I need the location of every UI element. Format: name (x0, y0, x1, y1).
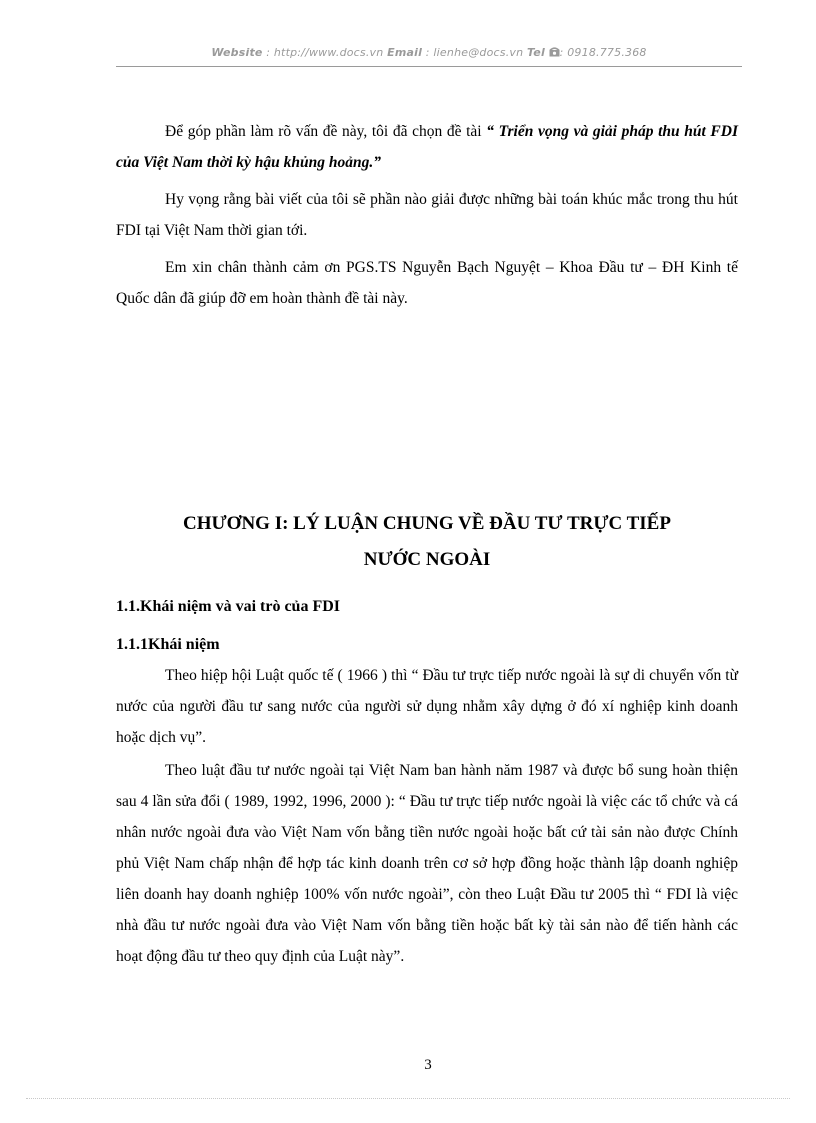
chapter-title (116, 506, 738, 578)
page-bottom-divider (26, 1098, 790, 1099)
topic-title: “ Triển vọng và giải pháp thu hút FDI của Việt Nam thời kỳ hậu khủng hoảng.” (116, 123, 738, 171)
tel-label: Tel (527, 46, 545, 59)
email-separator: : (422, 46, 434, 59)
definition-paragraph-vietnam-law: Theo luật đầu tư nước ngoài tại Việt Nam ban hành năm 1987 và được bổ sung hoàn thiện sau 4 lần sửa đổi ( 1989, 1992, 1996, 2000 ): “ Đầu tư trực tiếp nước ngoài là việc các tổ chức và cá nhân nước ngoài đưa vào Việt Nam vốn bằng tiền nước ngoài hoặc bất cứ tài sản nào được Chính phủ Việt Nam chấp nhận để hợp tác kinh doanh trên cơ sở hợp đồng hoặc thành lập doanh nghiệp liên doanh hay doanh nghiệp 100% vốn nước ngoài”, còn theo Luật Đầu tư 2005 thì “ FDI là việc nhà đầu tư nước ngoài đưa vào Việt Nam vốn bằng tiền hoặc bất kỳ tài sản nào để tiến hành các hoạt động đầu tư theo quy định của Luật này”. (116, 762, 738, 965)
page-header (116, 46, 742, 59)
phone-icon (549, 47, 560, 57)
email-label: Email (387, 46, 423, 59)
section-heading-1-1: 1.1.Khái niệm và vai trò của FDI (116, 598, 340, 615)
intro-paragraph-hope: Hy vọng rằng bài viết của tôi sẽ phần nào giải được những bài toán khúc mắc trong thu hút FDI tại Việt Nam thời gian tới. (116, 191, 738, 239)
section-heading-1-1-1: 1.1.1Khái niệm (116, 636, 220, 653)
page-number: 3 (424, 1057, 432, 1073)
tel-number: : 0918.775.368 (559, 46, 647, 59)
website-separator: : (262, 46, 274, 59)
definition-paragraph-international-law: Theo hiệp hội Luật quốc tế ( 1966 ) thì “ Đầu tư trực tiếp nước ngoài là sự di chuyển vốn từ nước của người đầu tư sang nước của người sử dụng nhằm xây dựng ở đó xí nghiệp kinh doanh hoặc dịch vụ”. (116, 667, 738, 746)
intro-paragraph-thanks: Em xin chân thành cảm ơn PGS.TS Nguyễn Bạch Nguyệt – Khoa Đầu tư – ĐH Kinh tế Quốc dân đã giúp đỡ em hoàn thành đề tài này. (116, 259, 738, 307)
intro-paragraph-topic: Để góp phần làm rõ vấn đề này, tôi đã chọn đề tài “ Triển vọng và giải pháp thu hút FDI của Việt Nam thời kỳ hậu khủng hoảng.” (116, 123, 738, 171)
email-address[interactable]: lienhe@docs.vn (433, 46, 524, 59)
website-url[interactable]: http://www.docs.vn (273, 46, 384, 59)
chapter-title-line1: CHƯƠNG I: LÝ LUẬN CHUNG VỀ ĐẦU TƯ TRỰC TIẾP (183, 513, 671, 534)
website-label: Website (211, 46, 263, 59)
header-divider (116, 66, 742, 67)
chapter-title-line2: NƯỚC NGOÀI (363, 549, 491, 570)
